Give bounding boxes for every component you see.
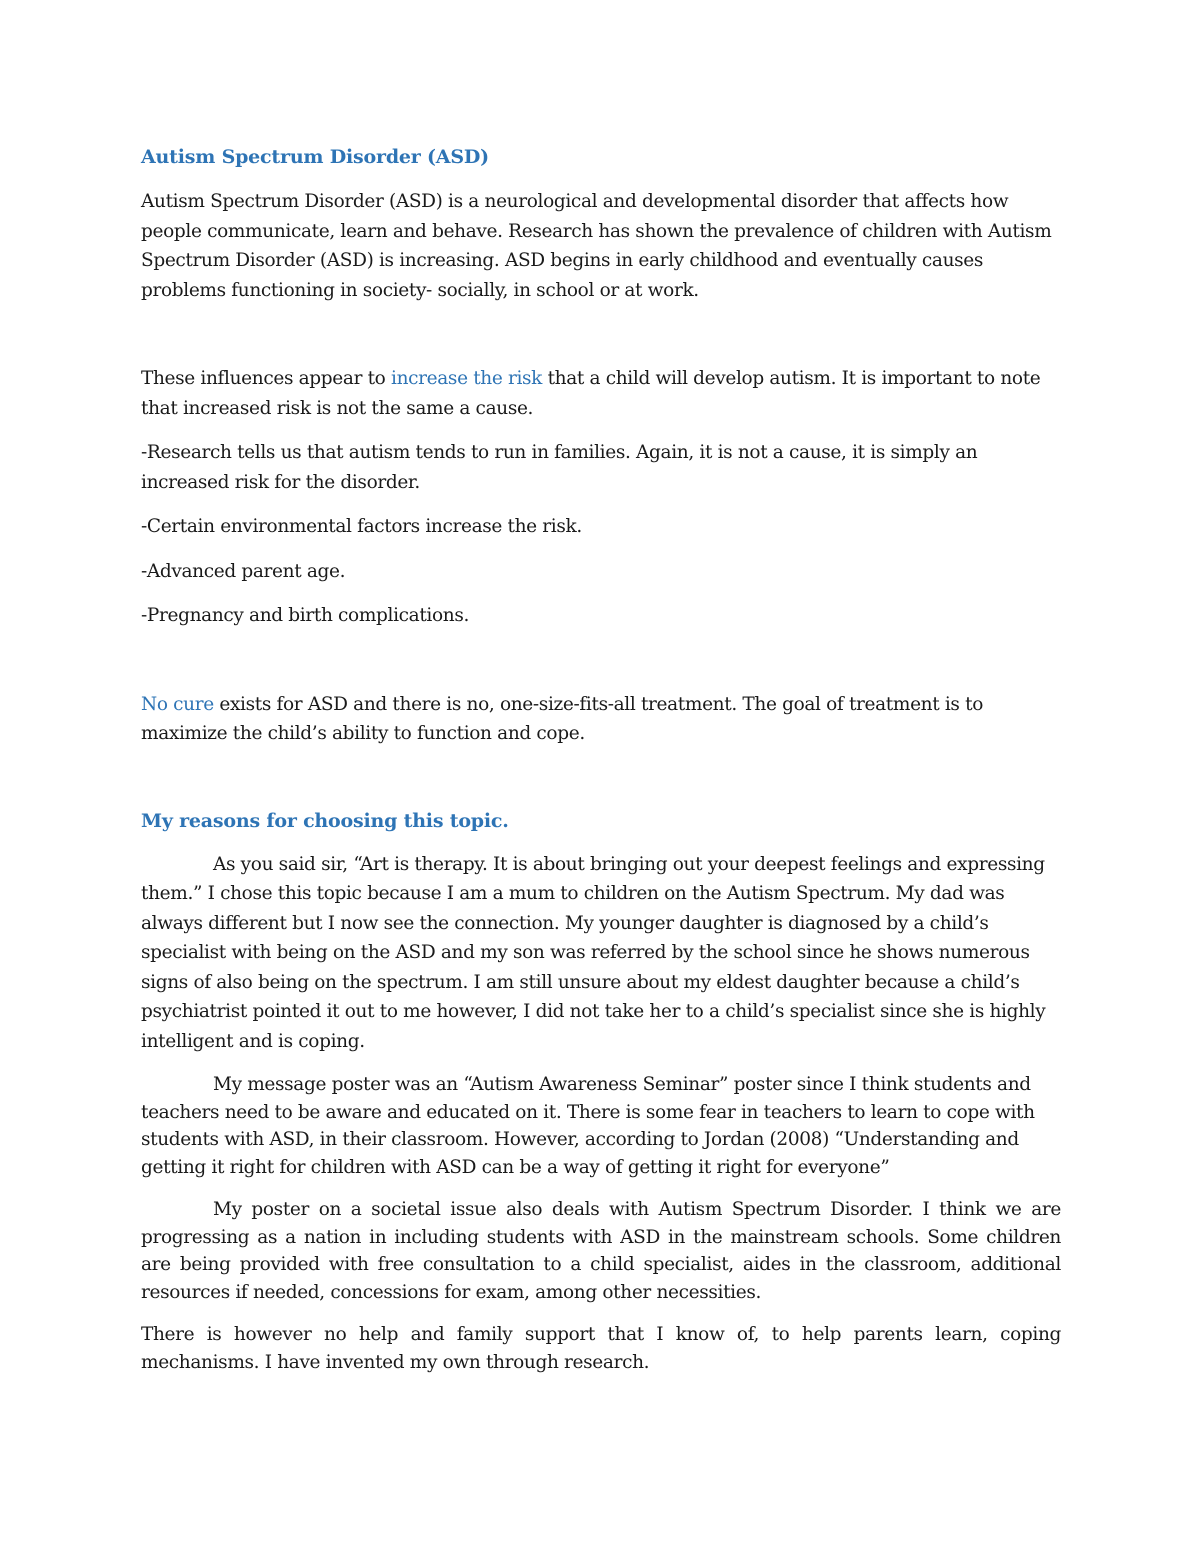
reasons-paragraph-1: As you said sir, “Art is therapy. It is about bringing out your deepest feelings and expressing them.” I chose this topic because I am a mum to children on the Autism Spectrum. My dad was always different but I now see the connection. My younger daughter is diagnosed by a child’s specialist with being on the ASD and my son was referred by the school since he shows numerous signs of also being on the spectrum. I am still unsure about my eldest daughter because a child’s psychiatrist pointed it out to me however, I did not take her to a child’s specialist since she is highly intelligent and is coping. [141, 853, 1046, 1052]
intro-paragraph: Autism Spectrum Disorder (ASD) is a neurological and developmental disorder that affects how people communicate, learn and behave. Research has shown the prevalence of children with Autism Spectrum Disorder (ASD) is increasing. ASD begins in early childhood and eventually causes problems functioning in society- socially, in school or at work. [141, 191, 1052, 301]
spacer [141, 749, 1061, 807]
influences-paragraph [141, 364, 1061, 423]
reasons-paragraph-3: My poster on a societal issue also deals with Autism Spectrum Disorder. I think we are progressing as a nation in including students with ASD in the mainstream schools. Some children are being provided with free consultation to a child specialist, aides in the classroom, additional resources if needed, concessions for exam, among other necessities. [141, 1199, 1061, 1303]
influences-text-before: These influences appear to [141, 368, 392, 389]
list-item-parent-age: -Advanced parent age. [141, 560, 346, 582]
spacer [141, 305, 1061, 364]
list-item-pregnancy: -Pregnancy and birth complications. [141, 605, 470, 626]
section-title-asd: Autism Spectrum Disorder (ASD) [141, 146, 489, 168]
increase-risk-link[interactable]: increase the risk [391, 368, 543, 389]
reasons-paragraph-4: There is however no help and family support that I know of, to help parents learn, coping mechanisms. I have invented my own through research. [141, 1324, 1061, 1373]
no-cure-link[interactable]: No cure [141, 693, 214, 715]
cure-paragraph [141, 690, 1061, 749]
reasons-paragraph-2: My message poster was an “Autism Awareness Seminar” poster since I think students and teachers need to be aware and educated on it. There is some fear in teachers to learn to cope with students with ASD, in their classroom. However, according to Jordan (2008) “Understanding and getting it right for children with ASD can be a way of getting it right for everyone” [141, 1074, 1035, 1178]
influences-text-after: that a child will develop autism. It is important to note that increased risk is not the same a cause. [141, 368, 1041, 419]
document-page [141, 138, 1061, 1376]
spacer [141, 631, 1061, 690]
list-item-families: -Research tells us that autism tends to run in families. Again, it is not a cause, it is simply an increased risk for the disorder. [141, 442, 978, 493]
section-title-reasons: My reasons for choosing this topic. [141, 809, 509, 832]
list-item-environment: -Certain environmental factors increase the risk. [141, 516, 582, 537]
cure-text: exists for ASD and there is no, one-size-fits-all treatment. The goal of treatment is to maximize the child’s ability to function and cope. [141, 693, 983, 744]
